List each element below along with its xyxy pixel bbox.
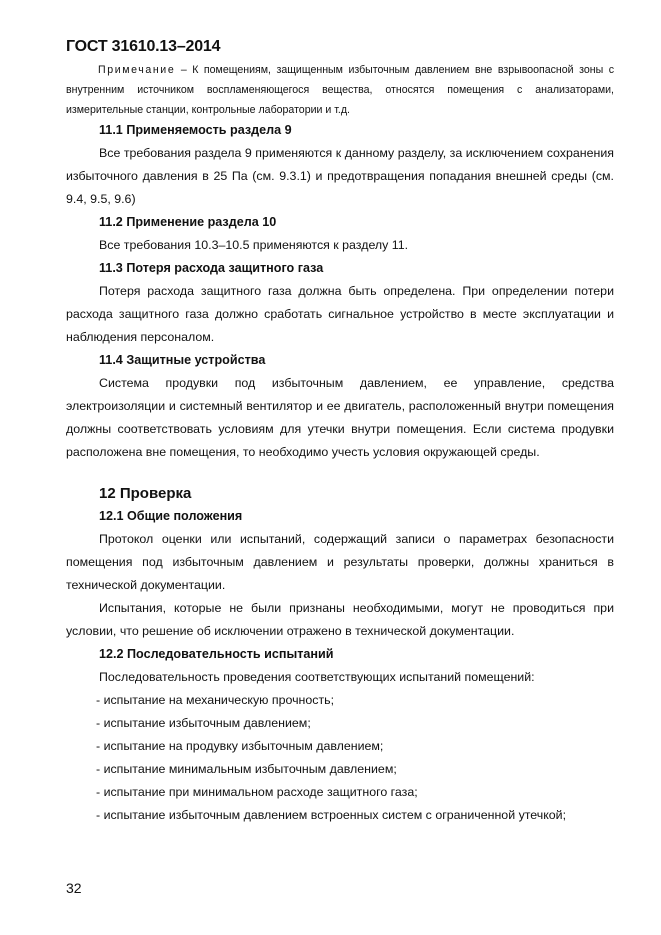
page-number: 32 xyxy=(66,880,82,896)
document-header: ГОСТ 31610.13–2014 xyxy=(66,38,221,55)
list-item: - испытание минимальным избыточным давлением; xyxy=(96,762,397,776)
paragraph-12-1-a: Протокол оценки или испытаний, содержащий записи о параметрах безопасности помещения под избыточным давлением и результаты проверки, должны храниться в технической документации. xyxy=(66,532,614,592)
heading-12: 12 Проверка xyxy=(99,485,192,502)
heading-11-4: 11.4 Защитные устройства xyxy=(99,353,266,367)
heading-11-2: 11.2 Применение раздела 10 xyxy=(99,215,277,229)
list-item: - испытание на продувку избыточным давлением; xyxy=(96,739,384,753)
note-dash: – xyxy=(175,64,193,76)
paragraph-12-2: Последовательность проведения соответствующих испытаний помещений: xyxy=(99,670,535,684)
list-item: - испытание при минимальном расходе защитного газа; xyxy=(96,785,418,799)
heading-11-3: 11.3 Потеря расхода защитного газа xyxy=(99,261,324,275)
paragraph-11-2: Все требования 10.3–10.5 применяются к разделу 11. xyxy=(99,238,409,252)
document-body xyxy=(66,60,614,827)
paragraph-11-3: Потеря расхода защитного газа должна быть определена. При определении потери расхода защитного газа должно сработать сигнальное устройство в месте эксплуатации и наблюдения персоналом. xyxy=(66,284,614,344)
list-item: - испытание на механическую прочность; xyxy=(96,693,335,707)
paragraph-12-1-b: Испытания, которые не были признаны необходимыми, могут не проводиться при условии, что решение об исключении отражено в технической документации. xyxy=(66,601,614,638)
heading-12-1: 12.1 Общие положения xyxy=(99,509,243,523)
note-text: К помещениям, защищенным избыточным давлением вне взрывоопасной зоны с внутренним источником воспламеняющегося вещества, относятся помещения с анализаторами, измерительные станции, контрольные лаборатории и т.д. xyxy=(66,64,614,116)
note-label: Примечание xyxy=(98,64,176,76)
note-paragraph xyxy=(66,60,614,120)
list-item: - испытание избыточным давлением встроенных систем с ограниченной утечкой; xyxy=(96,808,567,822)
heading-12-2: 12.2 Последовательность испытаний xyxy=(99,647,334,661)
heading-11-1: 11.1 Применяемость раздела 9 xyxy=(99,123,292,137)
paragraph-11-1: Все требования раздела 9 применяются к данному разделу, за исключением сохранения избыточного давления в 25 Па (см. 9.3.1) и предотвращения попадания внешней среды (см. 9.4, 9.5, 9.6) xyxy=(66,146,614,206)
paragraph-11-4: Система продувки под избыточным давлением, ее управление, средства электроизоляции и системный вентилятор и ее двигатель, расположенный внутри помещения должны соответствовать условиям для утечки внутри помещения. Если система продувки расположена вне помещения, то необходимо учесть условия окружающей среды. xyxy=(66,376,614,459)
list-item: - испытание избыточным давлением; xyxy=(96,716,311,730)
